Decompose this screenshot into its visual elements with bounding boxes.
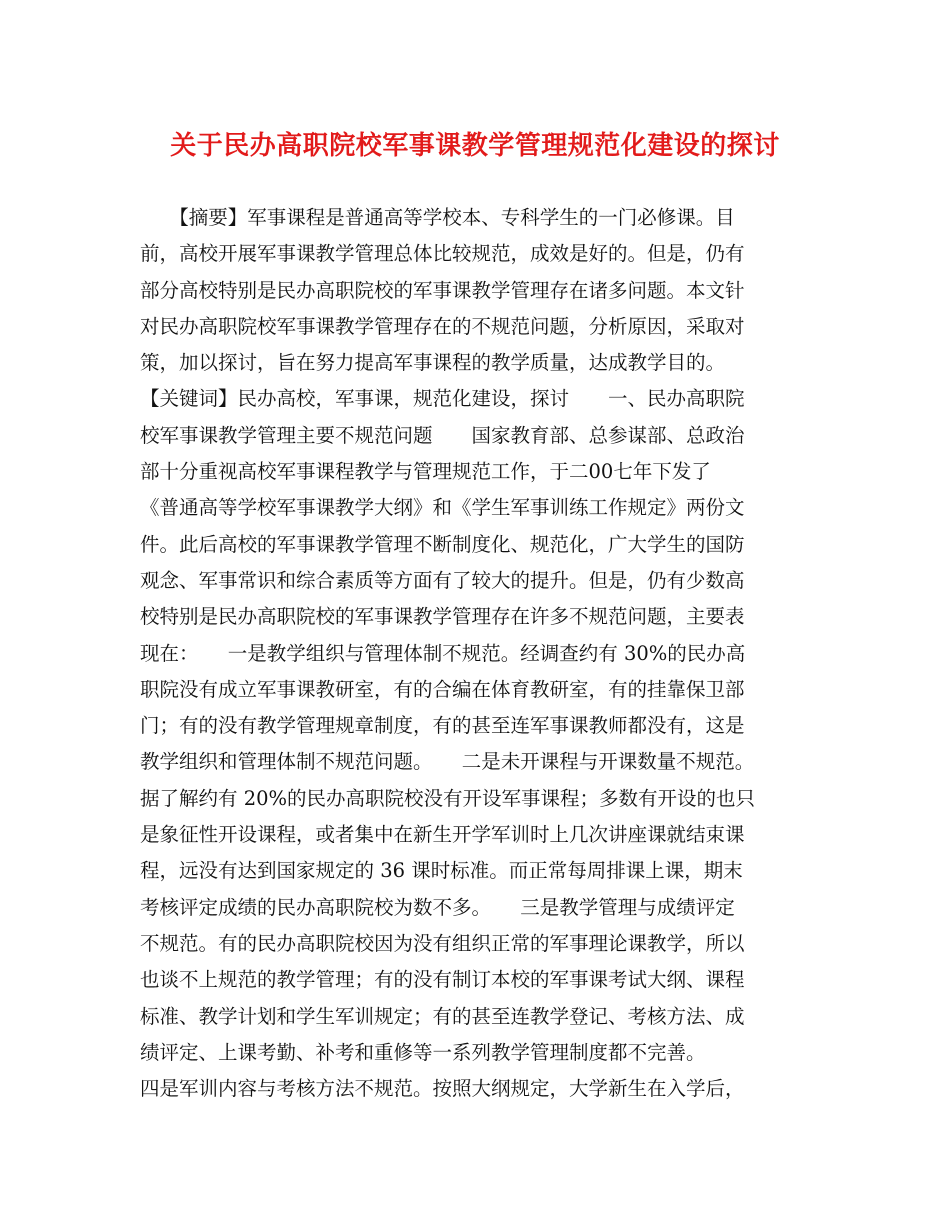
body-line: 是象征性开设课程，或者集中在新生开学军训时上几次讲座课就结束课	[140, 823, 745, 847]
body-line: 标准、教学计划和学生军训规定；有的甚至连教学登记、考核方法、成	[140, 1004, 745, 1028]
document-title: 关于民办高职院校军事课教学管理规范化建设的探讨	[170, 131, 780, 161]
body-line: 门；有的没有教学管理规章制度，有的甚至连军事课教师都没有，这是	[140, 714, 745, 738]
body-line: 四是军训内容与考核方法不规范。按照大纲规定，大学新生在入学后，	[140, 1077, 745, 1101]
body-line: 现在： 一是教学组织与管理体制不规范。经调查约有 30%的民办高	[140, 641, 746, 665]
body-line: 也谈不上规范的教学管理；有的没有制订本校的军事课考试大纲、课程	[140, 968, 745, 992]
body-line: 【摘要】军事课程是普通高等学校本、专科学生的一门必修课。目	[140, 206, 735, 229]
body-line: 策，加以探讨，旨在努力提高军事课程的教学质量，达成教学目的。	[140, 351, 726, 375]
body-line: 件。此后高校的军事课教学管理不断制度化、规范化，广大学生的国防	[140, 532, 745, 556]
body-line: 【关键词】民办高校，军事课，规范化建设，探讨 一、民办高职院	[140, 387, 745, 411]
body-line: 部十分重视高校军事课程教学与管理规范工作，于二00七年下发了	[140, 460, 711, 484]
body-line: 部分高校特别是民办高职院校的军事课教学管理存在诸多问题。本文针	[140, 278, 745, 302]
body-line: 程，远没有达到国家规定的 36 课时标准。而正常每周排课上课，期末	[140, 859, 743, 883]
body-line: 不规范。有的民办高职院校因为没有组织正常的军事理论课教学，所以	[140, 931, 745, 955]
body-line: 绩评定、上课考勤、补考和重修等一系列教学管理制度都不完善。	[140, 1040, 706, 1064]
body-line: 《普通高等学校军事课教学大纲》和《学生军事训练工作规定》两份文	[140, 496, 745, 520]
body-line: 据了解约有 20%的民办高职院校没有开设军事课程；多数有开设的也只	[140, 786, 756, 810]
body-line: 职院没有成立军事课教研室，有的合编在体育教研室，有的挂靠保卫部	[140, 677, 745, 701]
body-line: 教学组织和管理体制不规范问题。 二是未开课程与开课数量不规范。	[140, 750, 755, 774]
document-body	[140, 200, 830, 1107]
body-line: 校特别是民办高职院校的军事课教学管理存在许多不规范问题，主要表	[140, 605, 745, 629]
body-line: 校军事课教学管理主要不规范问题 国家教育部、总参谋部、总政治	[140, 423, 745, 447]
body-line: 对民办高职院校军事课教学管理存在的不规范问题，分析原因，采取对	[140, 314, 745, 338]
body-line: 考核评定成绩的民办高职院校为数不多。 三是教学管理与成绩评定	[140, 895, 735, 919]
body-line: 前，高校开展军事课教学管理总体比较规范，成效是好的。但是，仍有	[140, 242, 745, 266]
body-line: 观念、军事常识和综合素质等方面有了较大的提升。但是，仍有少数高	[140, 568, 745, 592]
